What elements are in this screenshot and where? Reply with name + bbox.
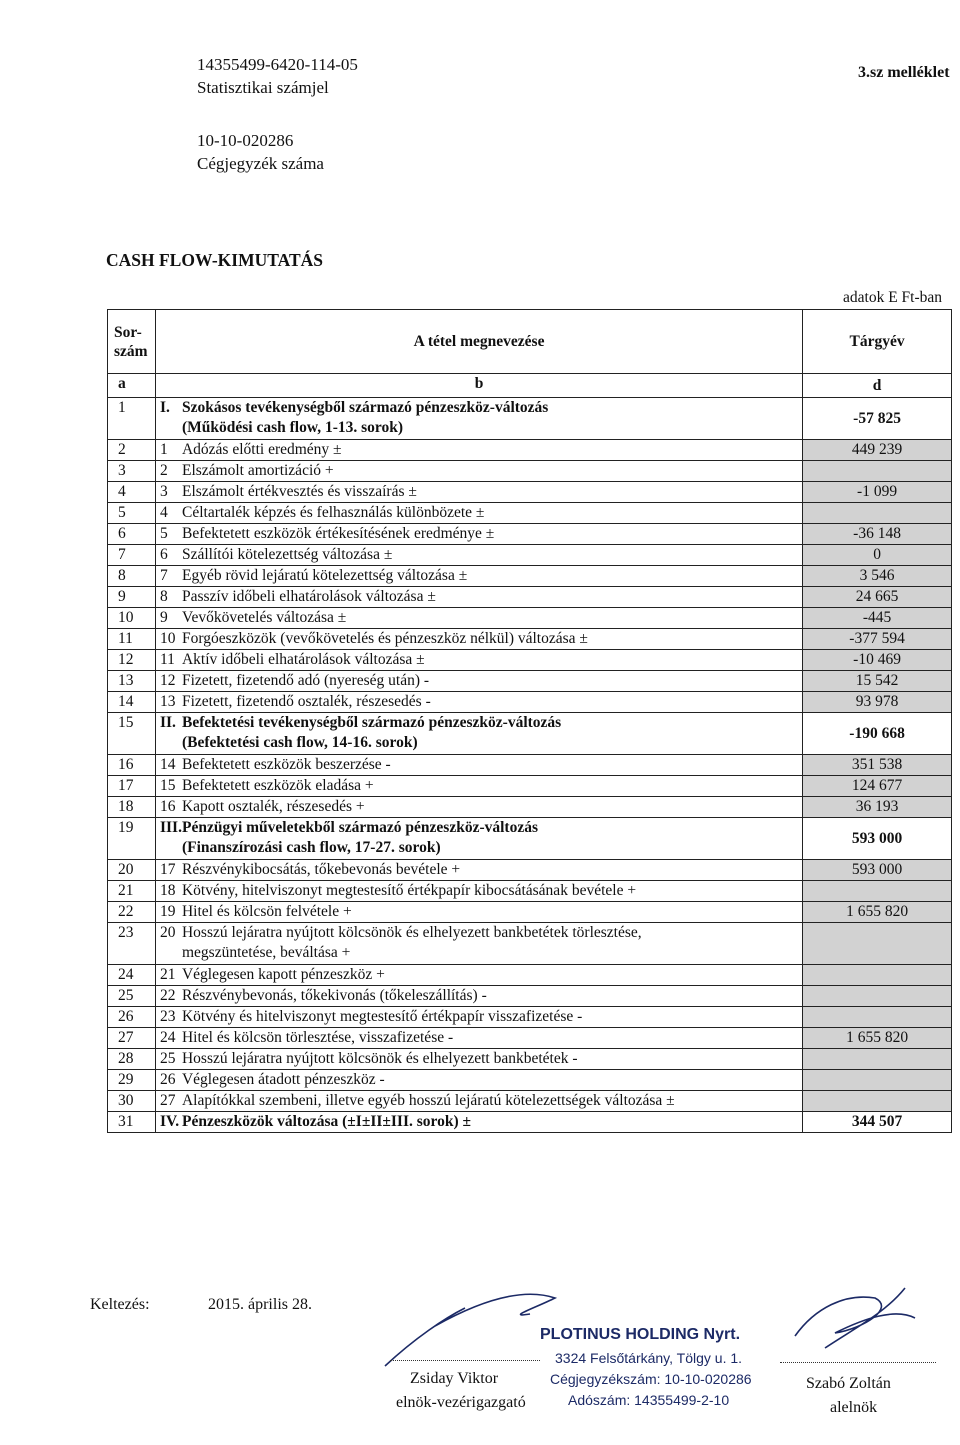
row-label: Egyéb rövid lejáratú kötelezettség változása ± xyxy=(181,567,468,584)
row-item xyxy=(155,566,802,587)
table-row xyxy=(108,671,952,692)
row-value: 1 655 820 xyxy=(803,1028,952,1049)
table-row xyxy=(108,965,952,986)
row-label: Vevőkövetelés változása ± xyxy=(181,609,347,626)
row-label: Részvénybevonás, tőkekivonás (tőkeleszállítás) - xyxy=(181,987,487,1004)
row-number: 1 xyxy=(108,398,156,440)
row-label-continued: megszüntetése, beváltása + xyxy=(181,944,351,961)
row-item xyxy=(155,1070,802,1091)
row-code: 12 xyxy=(159,672,176,689)
row-code: 4 xyxy=(159,504,168,521)
row-label: Elszámolt értékvesztés és visszaírás ± xyxy=(181,483,417,500)
row-number: 8 xyxy=(108,566,156,587)
row-item xyxy=(155,545,802,566)
table-row xyxy=(108,902,952,923)
row-number: 21 xyxy=(108,881,156,902)
row-label: Elszámolt amortizáció + xyxy=(181,462,334,479)
row-item xyxy=(155,692,802,713)
row-number: 5 xyxy=(108,503,156,524)
row-label: Pénzügyi műveletekből származó pénzeszköz-változás xyxy=(181,819,538,836)
row-value: 93 978 xyxy=(803,692,952,713)
row-code: 22 xyxy=(159,987,176,1004)
signer-2-title: alelnök xyxy=(830,1399,878,1416)
row-code: 13 xyxy=(159,693,176,710)
table-row xyxy=(108,1112,952,1133)
table-row xyxy=(108,986,952,1007)
row-label: Hitel és kölcsön felvétele + xyxy=(181,903,352,920)
row-label: Befektetett eszközök beszerzése - xyxy=(181,756,391,773)
table-row xyxy=(108,524,952,545)
row-number: 11 xyxy=(108,629,156,650)
row-code: 15 xyxy=(159,777,176,794)
row-number: 25 xyxy=(108,986,156,1007)
col-header-item: A tétel megnevezése xyxy=(155,310,802,374)
row-item xyxy=(155,1091,802,1112)
row-number: 2 xyxy=(108,440,156,461)
stamp-tax-number: Adószám: 14355499-2-10 xyxy=(568,1392,730,1408)
row-item xyxy=(155,755,802,776)
table-row xyxy=(108,482,952,503)
row-item xyxy=(155,1028,802,1049)
row-item xyxy=(155,986,802,1007)
row-number: 22 xyxy=(108,902,156,923)
row-label: Részvénykibocsátás, tőkebevonás bevétele + xyxy=(181,861,461,878)
row-code: II. xyxy=(159,714,176,731)
row-code: 7 xyxy=(159,567,168,584)
row-code: 18 xyxy=(159,882,176,899)
row-item xyxy=(155,818,802,860)
row-label: Véglegesen átadott pénzeszköz - xyxy=(181,1071,385,1088)
row-code: 6 xyxy=(159,546,168,563)
row-label: Kötvény és hitelviszonyt megtestesítő értékpapír visszafizetése - xyxy=(181,1008,583,1025)
row-item xyxy=(155,902,802,923)
row-label-continued: (Finanszírozási cash flow, 17-27. sorok) xyxy=(181,839,441,856)
row-code: 27 xyxy=(159,1092,176,1109)
table-row xyxy=(108,503,952,524)
row-value xyxy=(803,986,952,1007)
row-value xyxy=(803,1070,952,1091)
row-label: Céltartalék képzés és felhasználás különbözete ± xyxy=(181,504,485,521)
row-code: 25 xyxy=(159,1050,176,1067)
table-row xyxy=(108,608,952,629)
table-row xyxy=(108,1007,952,1028)
row-number: 18 xyxy=(108,797,156,818)
row-number: 31 xyxy=(108,1112,156,1133)
row-code: 17 xyxy=(159,861,176,878)
row-value: 593 000 xyxy=(803,818,952,860)
row-item xyxy=(155,524,802,545)
stamp-registry: Cégjegyzékszám: 10-10-020286 xyxy=(550,1371,752,1387)
row-value xyxy=(803,1049,952,1070)
row-number: 14 xyxy=(108,692,156,713)
signature-line-1 xyxy=(390,1360,540,1361)
table-row xyxy=(108,1049,952,1070)
row-number: 30 xyxy=(108,1091,156,1112)
row-item xyxy=(155,650,802,671)
signer-1-title: elnök-vezérigazgató xyxy=(396,1394,526,1411)
row-number: 24 xyxy=(108,965,156,986)
table-row xyxy=(108,629,952,650)
table-body xyxy=(108,398,952,1133)
row-code: III. xyxy=(159,819,182,836)
row-value: 593 000 xyxy=(803,860,952,881)
unit-label: adatok E Ft-ban xyxy=(843,289,943,306)
annex-label: 3.sz melléklet xyxy=(858,64,950,81)
row-label: Fizetett, fizetendő osztalék, részesedés - xyxy=(181,693,431,710)
row-value: -1 099 xyxy=(803,482,952,503)
row-label: Szállítói kötelezettség változása ± xyxy=(181,546,393,563)
row-value xyxy=(803,503,952,524)
table-row xyxy=(108,398,952,440)
row-number: 7 xyxy=(108,545,156,566)
row-value xyxy=(803,965,952,986)
row-number: 10 xyxy=(108,608,156,629)
row-code: 8 xyxy=(159,588,168,605)
row-code: 19 xyxy=(159,903,176,920)
row-item xyxy=(155,713,802,755)
table-row xyxy=(108,881,952,902)
row-item xyxy=(155,671,802,692)
row-label: Hosszú lejáratra nyújtott kölcsönök és elhelyezett bankbetétek - xyxy=(181,1050,578,1067)
row-value xyxy=(803,1091,952,1112)
table-row xyxy=(108,755,952,776)
date-label: Keltezés: xyxy=(90,1296,150,1313)
row-value: 351 538 xyxy=(803,755,952,776)
row-label: Passzív időbeli elhatárolások változása ± xyxy=(181,588,436,605)
table-row xyxy=(108,461,952,482)
row-number: 13 xyxy=(108,671,156,692)
registry-number-label: Cégjegyzék száma xyxy=(197,154,324,173)
row-value xyxy=(803,923,952,965)
row-number: 3 xyxy=(108,461,156,482)
row-label: Fizetett, fizetendő adó (nyereség után) - xyxy=(181,672,430,689)
row-value: -36 148 xyxy=(803,524,952,545)
stamp-address: 3324 Felsőtárkány, Tölgy u. 1. xyxy=(555,1350,743,1366)
row-number: 27 xyxy=(108,1028,156,1049)
col-header-number: Sor- szám xyxy=(108,310,156,374)
row-value: 124 677 xyxy=(803,776,952,797)
row-label: Pénzeszközök változása (±I±II±III. sorok) ± xyxy=(181,1113,472,1130)
row-item xyxy=(155,881,802,902)
registry-number: 10-10-020286 xyxy=(197,131,294,150)
row-label: Kapott osztalék, részesedés + xyxy=(181,798,365,815)
row-item xyxy=(155,1112,802,1133)
row-number: 6 xyxy=(108,524,156,545)
row-value: -445 xyxy=(803,608,952,629)
row-item xyxy=(155,440,802,461)
row-item xyxy=(155,461,802,482)
row-item xyxy=(155,398,802,440)
row-item xyxy=(155,1007,802,1028)
row-item xyxy=(155,776,802,797)
row-code: IV. xyxy=(159,1113,180,1130)
statistical-number-label: Statisztikai számjel xyxy=(197,78,329,97)
table-row xyxy=(108,818,952,860)
row-value: 344 507 xyxy=(803,1112,952,1133)
row-number: 15 xyxy=(108,713,156,755)
row-label: Szokásos tevékenységből származó pénzeszköz-változás xyxy=(181,399,549,416)
row-number: 28 xyxy=(108,1049,156,1070)
row-code: 20 xyxy=(159,924,176,941)
table-header-row xyxy=(108,310,952,374)
row-value xyxy=(803,461,952,482)
row-value: 15 542 xyxy=(803,671,952,692)
row-label: Aktív időbeli elhatárolások változása ± xyxy=(181,651,425,668)
row-number: 16 xyxy=(108,755,156,776)
row-item xyxy=(155,923,802,965)
row-item xyxy=(155,860,802,881)
signature-line-2 xyxy=(780,1362,936,1363)
row-item xyxy=(155,965,802,986)
row-value: -377 594 xyxy=(803,629,952,650)
col-letter-b: b xyxy=(155,374,802,398)
cash-flow-table xyxy=(107,309,952,1133)
table-row xyxy=(108,1070,952,1091)
table-row xyxy=(108,713,952,755)
table-row xyxy=(108,545,952,566)
col-header-year: Tárgyév xyxy=(803,310,952,374)
row-value: -190 668 xyxy=(803,713,952,755)
signer-1-name: Zsiday Viktor xyxy=(410,1370,499,1387)
row-code: 16 xyxy=(159,798,176,815)
row-item xyxy=(155,482,802,503)
row-code: 9 xyxy=(159,609,168,626)
row-item xyxy=(155,797,802,818)
row-label: Befektetési tevékenységből származó pénzeszköz-változás xyxy=(181,714,562,731)
row-number: 19 xyxy=(108,818,156,860)
table-row xyxy=(108,1028,952,1049)
table-row xyxy=(108,566,952,587)
row-label: Hitel és kölcsön törlesztése, visszafizetése - xyxy=(181,1029,454,1046)
row-number: 12 xyxy=(108,650,156,671)
row-value: 449 239 xyxy=(803,440,952,461)
row-value: -10 469 xyxy=(803,650,952,671)
table-row xyxy=(108,860,952,881)
signer-2-name: Szabó Zoltán xyxy=(806,1375,891,1392)
row-number: 4 xyxy=(108,482,156,503)
row-label: Adózás előtti eredmény ± xyxy=(181,441,342,458)
col-letter-a: a xyxy=(108,374,156,398)
row-code: 26 xyxy=(159,1071,176,1088)
row-code: 23 xyxy=(159,1008,176,1025)
row-label: Véglegesen kapott pénzeszköz + xyxy=(181,966,385,983)
row-label-continued: (Befektetési cash flow, 14-16. sorok) xyxy=(181,734,418,751)
row-code: 2 xyxy=(159,462,168,479)
table-row xyxy=(108,776,952,797)
row-number: 17 xyxy=(108,776,156,797)
table-row xyxy=(108,587,952,608)
row-code: 21 xyxy=(159,966,176,983)
row-item xyxy=(155,629,802,650)
row-item xyxy=(155,1049,802,1070)
stamp-company: PLOTINUS HOLDING Nyrt. xyxy=(540,1326,741,1343)
row-label: Forgóeszközök (vevőkövetelés és pénzeszköz nélkül) változása ± xyxy=(181,630,588,647)
row-number: 20 xyxy=(108,860,156,881)
statistical-number: 14355499-6420-114-05 xyxy=(197,55,358,74)
row-code: 10 xyxy=(159,630,176,647)
row-code: 11 xyxy=(159,651,175,668)
row-item xyxy=(155,608,802,629)
row-value xyxy=(803,1007,952,1028)
row-code: 3 xyxy=(159,483,168,500)
row-label: Hosszú lejáratra nyújtott kölcsönök és elhelyezett bankbetétek törlesztése, xyxy=(181,924,642,941)
row-item xyxy=(155,587,802,608)
col-letter-d: d xyxy=(803,374,952,398)
table-row xyxy=(108,1091,952,1112)
row-value: 36 193 xyxy=(803,797,952,818)
table-letter-row xyxy=(108,374,952,398)
row-number: 29 xyxy=(108,1070,156,1091)
row-number: 9 xyxy=(108,587,156,608)
row-code: I. xyxy=(159,399,170,416)
row-code: 1 xyxy=(159,441,168,458)
table-row xyxy=(108,440,952,461)
table-row xyxy=(108,692,952,713)
table-row xyxy=(108,797,952,818)
row-value xyxy=(803,881,952,902)
row-label: Kötvény, hitelviszonyt megtestesítő értékpapír kibocsátásának bevétele + xyxy=(181,882,637,899)
document-title: CASH FLOW-KIMUTATÁS xyxy=(106,250,323,270)
row-item xyxy=(155,503,802,524)
row-code: 14 xyxy=(159,756,176,773)
row-label: Befektetett eszközök értékesítésének eredménye ± xyxy=(181,525,495,542)
table-row xyxy=(108,923,952,965)
row-value: 24 665 xyxy=(803,587,952,608)
row-code: 5 xyxy=(159,525,168,542)
date-value: 2015. április 28. xyxy=(208,1296,312,1313)
row-label-continued: (Működési cash flow, 1-13. sorok) xyxy=(181,419,404,436)
row-number: 23 xyxy=(108,923,156,965)
row-code: 24 xyxy=(159,1029,176,1046)
row-value: 3 546 xyxy=(803,566,952,587)
row-label: Befektetett eszközök eladása + xyxy=(181,777,374,794)
row-number: 26 xyxy=(108,1007,156,1028)
row-value: 0 xyxy=(803,545,952,566)
table-row xyxy=(108,650,952,671)
row-label: Alapítókkal szembeni, illetve egyéb hosszú lejáratú kötelezettségek változása ± xyxy=(181,1092,675,1109)
row-value: -57 825 xyxy=(803,398,952,440)
row-value: 1 655 820 xyxy=(803,902,952,923)
